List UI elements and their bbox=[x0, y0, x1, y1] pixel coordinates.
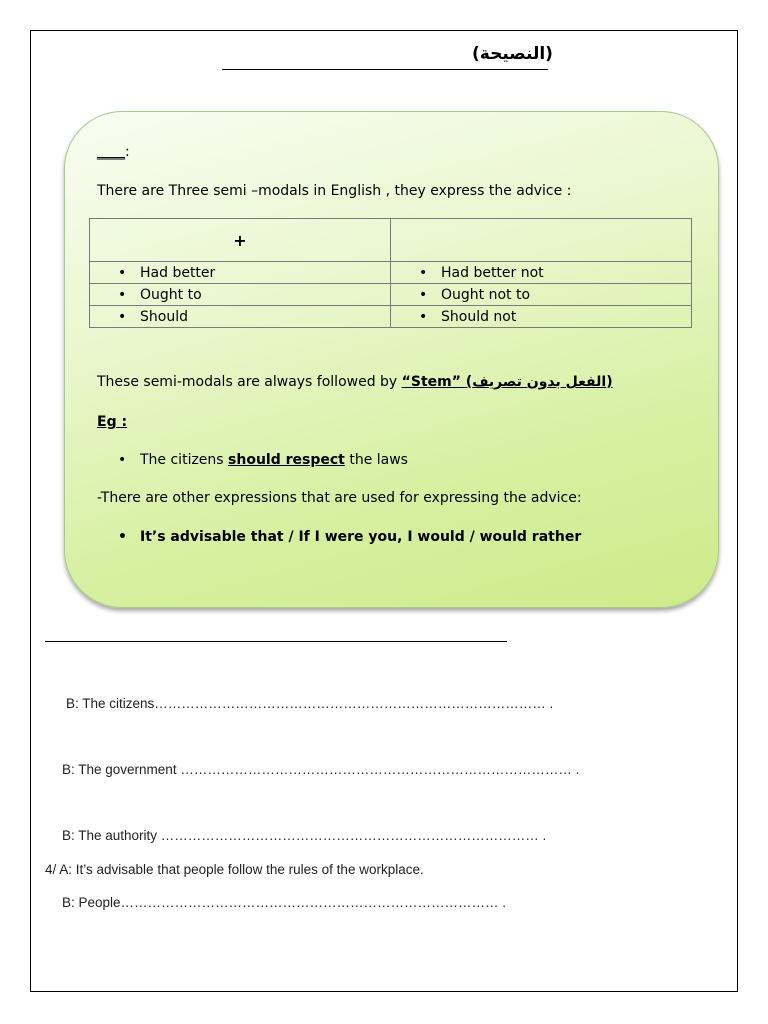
expressions-text: It’s advisable that / If I were you, I would / would rather bbox=[140, 529, 582, 545]
title-underline bbox=[222, 69, 548, 70]
heading-blank: ____ bbox=[97, 144, 125, 160]
table-row bbox=[90, 306, 692, 328]
expressions-line bbox=[118, 529, 581, 545]
stem-label: “Stem” (الفعل بدون تصريف) bbox=[401, 374, 613, 390]
semi-modals-table bbox=[89, 218, 692, 328]
followed-by-line bbox=[97, 374, 613, 390]
header-negative bbox=[391, 219, 692, 262]
eg-label: Eg : bbox=[97, 414, 128, 430]
exercise-line-government: B: The government …………………………………………………………………………… . bbox=[62, 762, 580, 777]
section-divider bbox=[45, 641, 507, 642]
table-header-row bbox=[90, 219, 692, 262]
bullet-icon: • bbox=[118, 308, 127, 325]
example-prefix: The citizens bbox=[140, 452, 229, 468]
table-row bbox=[90, 284, 692, 306]
exercise-line-people: B: People………………………………………………………………………… . bbox=[62, 895, 507, 910]
exercise-line-authority: B: The authority ………………………………………………………………………… . bbox=[62, 828, 547, 843]
bullet-icon: • bbox=[419, 286, 428, 303]
cell-negative: Should not bbox=[441, 308, 517, 325]
page-title: (النصيحة) bbox=[472, 44, 553, 64]
heading-suffix: : bbox=[125, 144, 130, 160]
example-line bbox=[118, 452, 408, 468]
example-bold: should respect bbox=[228, 452, 345, 468]
cell-positive: Should bbox=[140, 308, 188, 325]
bullet-icon: • bbox=[118, 452, 127, 468]
cell-negative: Ought not to bbox=[441, 286, 531, 303]
bullet-icon: • bbox=[118, 286, 127, 303]
exercise-question-4: 4/ A: It’s advisable that people follow the rules of the workplace. bbox=[45, 862, 424, 877]
exercise-line-citizens: B: The citizens…………………………………………………………………………… . bbox=[66, 696, 554, 711]
header-positive: + bbox=[90, 219, 391, 262]
example-suffix: the laws bbox=[344, 452, 408, 468]
cell-positive: Ought to bbox=[140, 286, 202, 303]
bullet-icon: • bbox=[419, 308, 428, 325]
followed-prefix: These semi-modals are always followed by bbox=[97, 374, 402, 390]
bullet-icon: • bbox=[419, 264, 428, 281]
cell-negative: Had better not bbox=[441, 264, 544, 281]
intro-text: There are Three semi –modals in English , they express the advice : bbox=[97, 183, 572, 199]
heading-line bbox=[97, 144, 130, 160]
bullet-icon: • bbox=[118, 264, 127, 281]
other-expressions-line: -There are other expressions that are used for expressing the advice: bbox=[97, 490, 582, 506]
cell-positive: Had better bbox=[140, 264, 216, 281]
bullet-icon: • bbox=[118, 529, 127, 545]
table-row bbox=[90, 262, 692, 284]
